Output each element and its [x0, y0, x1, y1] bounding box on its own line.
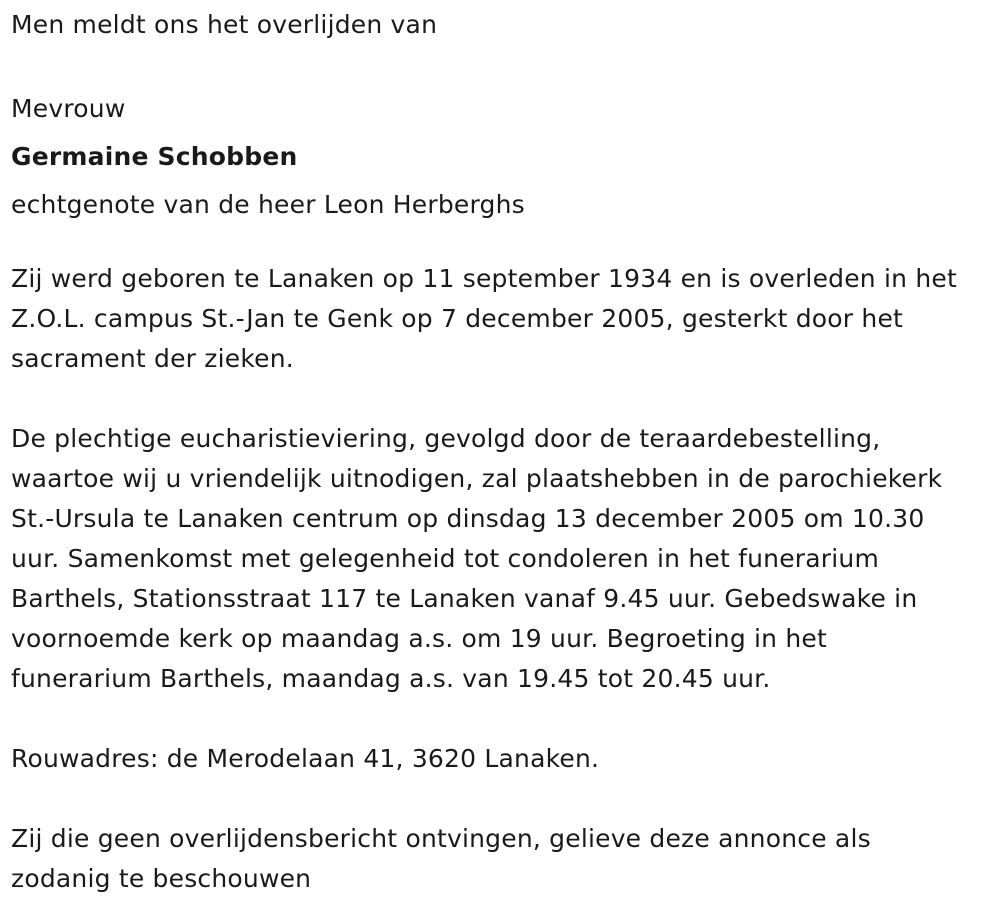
- paragraph-line: sacrament der zieken.: [11, 344, 294, 373]
- deceased-name: Germaine Schobben: [11, 142, 298, 171]
- paragraph-line: uur. Samenkomst met gelegenheid tot condoleren in het funerarium: [11, 544, 880, 573]
- ceremony-paragraph: [11, 419, 996, 699]
- deceased-block: [11, 85, 996, 229]
- paragraph-line: waartoe wij u vriendelijk uitnodigen, zal plaatshebben in de parochiekerk: [11, 464, 943, 493]
- paragraph-line: Barthels, Stationsstraat 117 te Lanaken vanaf 9.45 uur. Gebedswake in: [11, 584, 918, 613]
- paragraph-line: Zij die geen overlijdensbericht ontvingen, gelieve deze annonce als: [11, 824, 871, 853]
- birth-death-paragraph: [11, 259, 996, 379]
- salutation: Mevrouw: [11, 94, 126, 123]
- paragraph-line: Zij werd geboren te Lanaken op 11 september 1934 en is overleden in het: [11, 264, 957, 293]
- mourning-address: Rouwadres: de Merodelaan 41, 3620 Lanaken.: [11, 744, 600, 773]
- spouse-line: echtgenote van de heer Leon Herberghs: [11, 190, 525, 219]
- paragraph-line: Z.O.L. campus St.-Jan te Genk op 7 december 2005, gesterkt door het: [11, 304, 904, 333]
- address-paragraph: [11, 739, 996, 779]
- intro-text: Men meldt ons het overlijden van: [11, 10, 438, 39]
- paragraph-line: funerarium Barthels, maandag a.s. van 19.45 tot 20.45 uur.: [11, 664, 771, 693]
- paragraph-line: St.-Ursula te Lanaken centrum op dinsdag 13 december 2005 om 10.30: [11, 504, 925, 533]
- closing-paragraph: [11, 819, 996, 899]
- paragraph-line: voornoemde kerk op maandag a.s. om 19 uur. Begroeting in het: [11, 624, 828, 653]
- death-notice: [11, 5, 996, 899]
- paragraph-line: zodanig te beschouwen: [11, 864, 312, 893]
- paragraph-line: De plechtige eucharistieviering, gevolgd door de teraardebestelling,: [11, 424, 881, 453]
